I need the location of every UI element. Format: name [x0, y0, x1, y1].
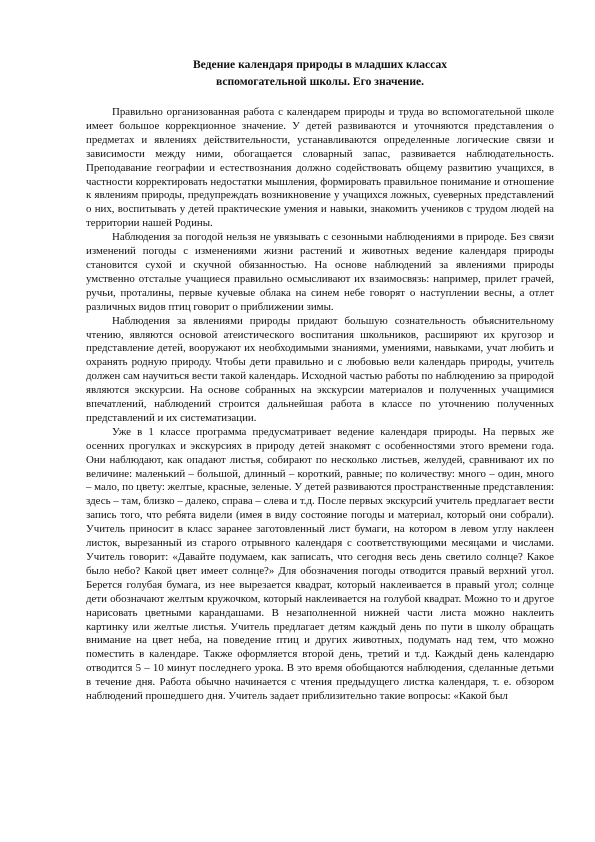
paragraph-1: Правильно организованная работа с календарем природы и труда во вспомогательной школе имеет большое коррекционное значение. У детей развиваются и уточняются представления о предметах и явлениях действительности, устанавливаются определенные логические связи и зависимости между ними, обогащается словарный запас, развивается наблюдательность. Преподавание географии и естествознания должно содействовать общему развитию учащихся, в частности корректировать недостатки мышления, формировать правильное понимание и отношение к явлениям природы, предупреждать возникновение у учащихся ложных, суеверных представлений о них, воспитывать у детей практические умения и навыки, знакомить учеников с трудом людей на территории нашей Родины.: [86, 106, 554, 230]
title-line-1: Ведение календаря природы в младших классах: [192, 58, 448, 71]
document-page: [86, 56, 554, 704]
paragraph-2: Наблюдения за погодой нельзя не увязывать с сезонными наблюдениями в природе. Без связи изменений погоды с изменениями жизни растений и животных ведение календаря природы становится сухой и скучной обязанностью. На основе наблюдений за явлениями природы умственно отсталые учащиеся правильно осмысливают их взаимосвязь: например, прилет грачей, ручьи, проталины, первые кучевые облака на синем небе говорят о наступлении весны, а отлет различных видов птиц говорит о приближении зимы.: [86, 231, 554, 313]
document-title: [86, 56, 554, 90]
paragraph-3: Наблюдения за явлениями природы придают большую сознательность объяснительному чтению, являются основой атеистического воспитания школьников, расширяют их кругозор и представление детей, вооружают их необходимыми знаниями, умениями, навыками, учат любить и охранять родную природу. Чтобы дети правильно и с любовью вели календарь природы, учитель должен сам научиться вести такой календарь. Исходной частью работы по наблюдению за природой являются экскурсии. На основе собранных на экскурсии материалов и полученных учащимися впечатлений, наблюдений строится дальнейшая работа в классе по уточнению полученных представлений и их систематизации.: [86, 314, 554, 424]
title-line-2: вспомогательной школы. Его значение.: [215, 75, 425, 88]
paragraph-4: Уже в 1 классе программа предусматривает ведение календаря природы. На первых же осенних прогулках и экскурсиях в природу детей знакомят с особенностями этого времени года. Они наблюдают, как опадают листья, собирают по несколько листьев, желудей, сравнивают их по величине: маленький – большой, длинный – короткий, равные; по количеству: много – один, много – мало, по цвету: желтые, красные, зеленые. У детей развиваются пространственные представления: здесь – там, близко – далеко, справа – слева и т.д. После первых экскурсий учитель предлагает вести запись того, что ребята видели (имея в виду состояние погоды и материал, который они собрали). Учитель приносит в класс заранее заготовленный лист бумаги, на котором в левом углу наклеен листок, вырезанный из старого отрывного календаря с соответствующими месяцами и числами. Учитель говорит: «Давайте подумаем, как записать, что сегодня весь день светило солнце? Какое было небо? Какой цвет имеет солнце?» Для обозначения погоды отводится правый верхний угол. Берется голубая бумага, из нее вырезается квадрат, который наклеивается в правый угол; солнце дети обозначают желтым кружочком, который наклеивается на голубой квадрат. Можно то и другое нарисовать цветными карандашами. В незаполненной нижней части листа можно наклеить картинку или желтые листья. Учитель предлагает детям каждый день по пути в школу обращать внимание на цвет неба, на поведение птиц и других животных, подумать над тем, что можно поместить в календаре. Также оформляется второй день, третий и т.д. Каждый день календарю отводится 5 – 10 минут последнего урока. В это время обобщаются наблюдения, сделанные детьми в течение дня. Работа обычно начинается с чтения предыдущего листка календаря, т. е. обзором наблюдений прошедшего дня. Учитель задает приблизительно такие вопросы: «Какой был: [86, 425, 554, 703]
